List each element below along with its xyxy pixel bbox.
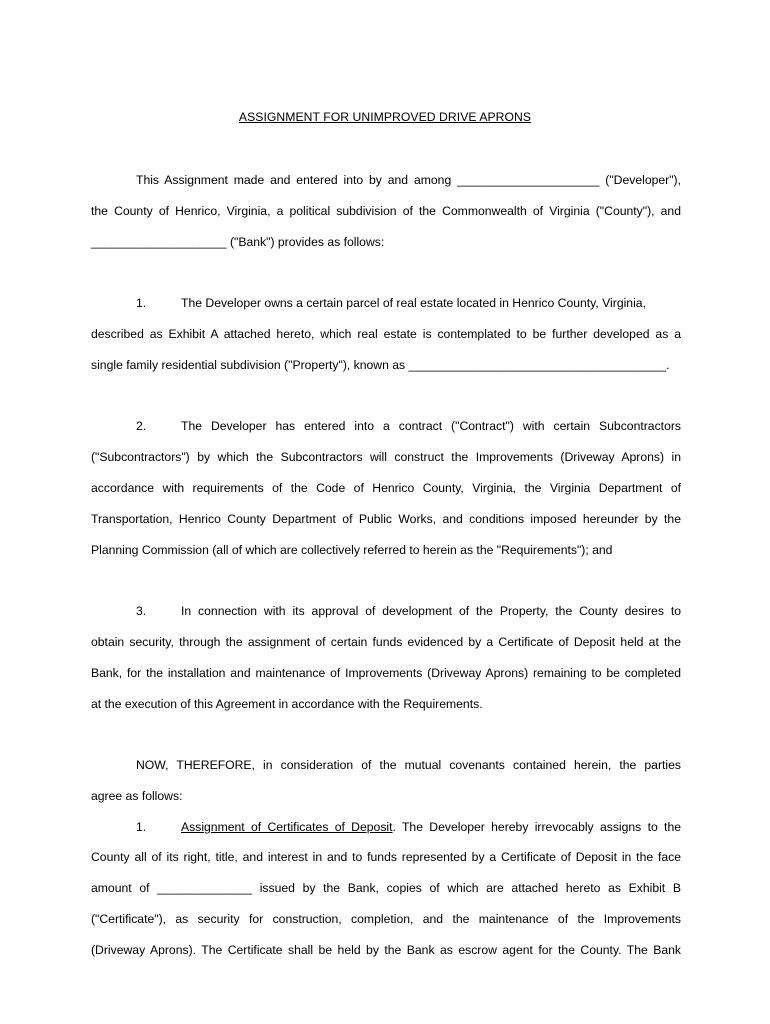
section-1-number: 1.: [136, 820, 147, 834]
recital-2-line-1: The Developer has entered into a contract ("Contract") with certain Subcontractors: [181, 419, 681, 433]
recital-1-line-1: The Developer owns a certain parcel of real estate located in Henrico County, Virginia,: [181, 296, 646, 310]
now-therefore-line-2: agree as follows:: [91, 789, 183, 803]
recital-1-number: 1.: [136, 296, 147, 310]
intro-line-3: ____________________ ("Bank") provides as follows:: [91, 235, 385, 249]
section-1-line-1-rest: . The Developer hereby irrevocably assigns to the: [392, 820, 682, 834]
recital-3-first-line: [136, 603, 681, 619]
intro-line-2: the County of Henrico, Virginia, a political subdivision of the Commonwealth of Virginia ("County"), and: [91, 204, 681, 218]
recital-2-line-4: Transportation, Henrico County Department of Public Works, and conditions imposed hereunder by the: [91, 512, 681, 526]
recital-2-line-2: ("Subcontractors") by which the Subcontractors will construct the Improvements (Driveway Aprons) in: [91, 450, 681, 464]
section-1-line-2: County all of its right, title, and interest in and to funds represented by a Certificate of Deposit in the face: [91, 850, 681, 864]
recital-3-line-1: In connection with its approval of development of the Property, the County desires to: [181, 604, 681, 618]
recital-2-number: 2.: [136, 419, 147, 433]
recital-3-line-3: Bank, for the installation and maintenance of Improvements (Driveway Aprons) remaining to be completed: [91, 666, 681, 680]
recital-1-line-2: described as Exhibit A attached hereto, which real estate is contemplated to be further developed as a: [91, 327, 681, 341]
section-1-line-5: (Driveway Aprons). The Certificate shall be held by the Bank as escrow agent for the County. The Bank: [91, 943, 681, 957]
intro-line-1: This Assignment made and entered into by and among _____________________ ("Developer"),: [136, 173, 681, 187]
recital-1-first-line: [136, 295, 681, 311]
section-1-heading: Assignment of Certificates of Deposit: [181, 820, 393, 834]
recital-2-line-5: Planning Commission (all of which are collectively referred to herein as the "Requirements"); and: [91, 543, 613, 557]
section-1-line-3: amount of ______________ issued by the Bank, copies of which are attached hereto as Exhibit B: [91, 881, 681, 895]
recital-2-first-line: [136, 418, 681, 434]
recital-3-line-2: obtain security, through the assignment of certain funds evidenced by a Certificate of Deposit held at the: [91, 635, 681, 649]
recital-3-number: 3.: [136, 604, 147, 618]
document-title: ASSIGNMENT FOR UNIMPROVED DRIVE APRONS: [238, 110, 532, 124]
section-1-first-line: [136, 819, 681, 835]
recital-3-line-4: at the execution of this Agreement in accordance with the Requirements.: [91, 697, 483, 711]
recital-2-line-3: accordance with requirements of the Code of Henrico County, Virginia, the Virginia Department of: [91, 481, 681, 495]
now-therefore-line-1: NOW, THEREFORE, in consideration of the mutual covenants contained herein, the parties: [136, 758, 681, 772]
recital-1-line-3: single family residential subdivision ("Property"), known as ______________________________________.: [91, 358, 670, 372]
section-1-line-4: ("Certificate"), as security for construction, completion, and the maintenance of the Improvements: [91, 912, 681, 926]
